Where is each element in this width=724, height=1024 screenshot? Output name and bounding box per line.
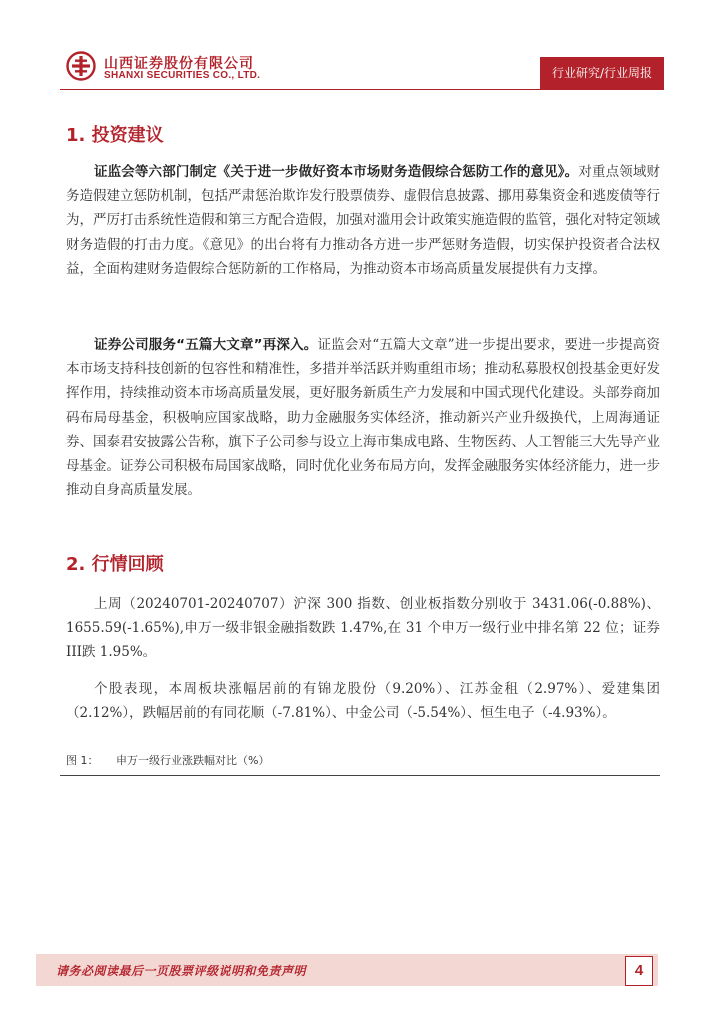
figure-title: 申万一级行业涨跌幅对比（%） [116,754,270,767]
paragraph-five-articles [66,333,660,502]
paragraph-csrc-opinion [66,160,660,281]
section-title-market-review: 2. 行情回顾 [66,554,164,575]
section-title-investment-advice: 1. 投资建议 [66,125,164,146]
company-logo-icon [66,51,96,81]
paragraph-lead: 证监会等六部门制定《关于进一步做好资本市场财务造假综合惩防工作的意见》。 [94,164,579,180]
paragraph-index-review [66,592,660,665]
page-header [0,0,724,92]
paragraph-body: 个股表现，本周板块涨幅居前的有锦龙股份（9.20%）、江苏金租（2.97%）、爱建集团（2.12%），跌幅居前的有同花顺（-7.81%）、中金公司（-5.54%）、恒生电子（-4.93%）。 [66,681,660,722]
company-name-cn: 山西证券股份有限公司 [104,56,254,72]
paragraph-body: 证监会对“五篇大文章”进一步提出要求，要进一步提高资本市场支持科技创新的包容性和精准性，多措并举活跃并购重组市场；推动私募股权创投基金更好发挥作用，持续推动资本市场高质量发展，更好服务新质生产力发展和中国式现代化建设。头部券商加码布局母基金，积极响应国家战略，助力金融服务实体经济，推动新兴产业升级换代，上周海通证券、国泰君安披露公告称，旗下子公司参与设立上海市集成电路、生物医药、人工智能三大先导产业母基金。证券公司积极布局国家战略，同时优化业务布局方向，发挥金融服务实体经济能力，进一步推动自身高质量发展。 [66,337,660,499]
footer-disclaimer: 请务必阅读最后一页股票评级说明和免责声明 [56,964,307,978]
paragraph-body: 上周（20240701-20240707）沪深 300 指数、创业板指数分别收于 3431.06(-0.88%)、1655.59(-1.65%),申万一级非银金融指数跌 1.47%,在 31 个申万一级行业中排名第 22 位；证券III跌 1.95%。 [66,596,660,661]
figure-number: 图 1： [66,754,99,767]
figure-divider [60,775,660,776]
page-number: 4 [625,956,653,986]
paragraph-body: 对重点领域财务造假建立惩防机制，包括严肃惩治欺诈发行股票债券、虚假信息披露、挪用募集资金和逃废债等行为，严厉打击系统性造假和第三方配合造假，加强对滥用会计政策实施造假的监管，强化对特定领域财务造假的打击力度。《意见》的出台将有力推动各方进一步严惩财务造假，切实保护投资者合法权益，全面构建财务造假综合惩防新的工作格局，为推动资本市场高质量发展提供有力支撑。 [66,164,661,277]
header-divider [60,89,664,90]
company-name-en: SHANXI SECURITIES CO., LTD. [104,70,261,81]
report-type-badge: 行业研究/行业周报 [540,57,664,89]
paragraph-lead: 证券公司服务“五篇大文章”再深入。 [94,337,318,353]
figure-caption [66,752,269,768]
paragraph-stock-performance [66,677,660,725]
